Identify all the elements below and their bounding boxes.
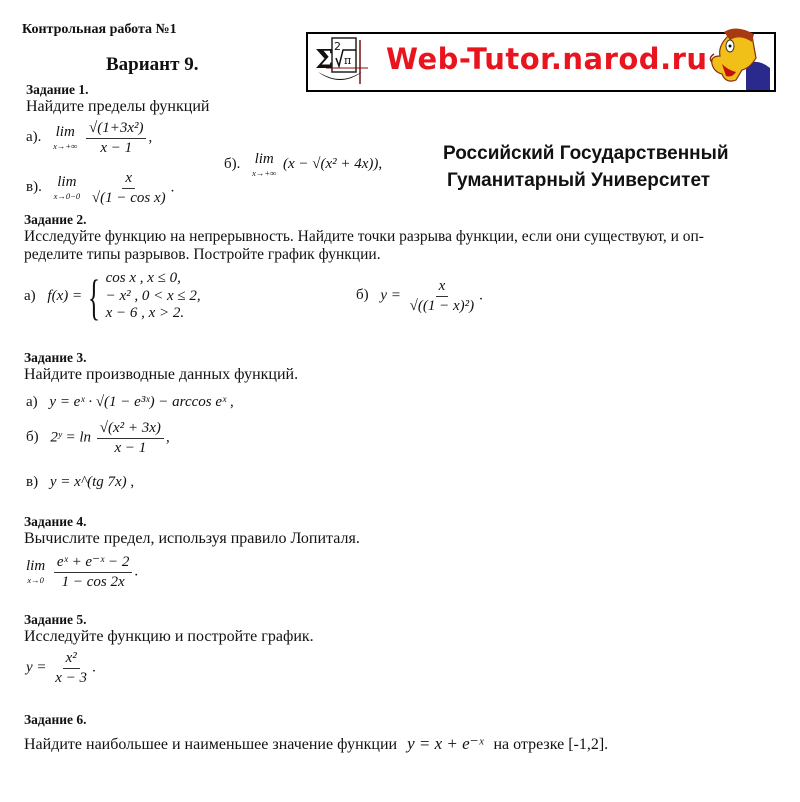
item-label: в)	[26, 474, 39, 490]
svg-text:Σ: Σ	[315, 45, 334, 75]
fraction: $\frac{\text{√(1+3x²)}}{x - 1}$	[86, 120, 147, 156]
item-label: б)	[26, 429, 39, 446]
task-6-heading: Задание 6.	[24, 712, 87, 727]
task-2-text-line-1: Исследуйте функцию на непрерывность. Найдите точки разрыва функции, если они существуют, и оп-	[24, 228, 704, 245]
sigma-root-pi-logo-icon	[312, 36, 370, 86]
task-1-item-c: в). lim x→0−0 $\frac{x}{\text{√(1 − cos x)}}$ .	[26, 170, 175, 206]
item-label: б).	[224, 156, 241, 173]
task-6-formula: y = x + e⁻ˣ	[407, 734, 484, 753]
task-2-text-line-2: ределите типы разрывов. Постройте график функции.	[24, 246, 381, 263]
task-1-item-b: б). lim x→+∞ (x − √(x² + 4x)),	[224, 151, 383, 178]
task-4-text: Вычислите предел, используя правило Лопиталя.	[24, 530, 360, 547]
piecewise-cases: cos x , x ≤ 0, − x² , 0 < x ≤ 2, x − 6 , x > 2.	[105, 270, 201, 322]
task-5-heading: Задание 5.	[24, 612, 87, 627]
task-4-item: lim x→0 $\frac{\text{eˣ + e⁻ˣ − 2}}{1 - \cos 2x}$ .	[26, 554, 139, 590]
item-label: б)	[356, 287, 369, 304]
task-4-heading: Задание 4.	[24, 514, 87, 529]
task-2-item-b: б) y = $\frac{x}{\text{√((1 − x)²)}}$ .	[356, 278, 483, 314]
task-3-item-b: б) 2ʸ = ln $\frac{\text{√(x² + 3x)}}{x - 1}$ ,	[26, 420, 170, 456]
fraction: $\frac{\text{x²}}{x - 3}$	[55, 650, 88, 686]
task-2-heading: Задание 2.	[24, 212, 87, 227]
limit-operator: lim x→+∞	[53, 124, 78, 152]
university-line-1: Российский Государственный	[443, 143, 729, 164]
derivative-expression: y = x^(tg 7x)	[49, 474, 127, 490]
fraction: $\frac{x}{\text{√((1 − x)²)}}$	[409, 278, 475, 314]
screaming-man-mascot-icon	[706, 28, 772, 90]
brace-glyph: {	[87, 268, 100, 325]
item-label: а)	[24, 287, 36, 304]
task-1-item-a: а). lim x→+∞ $\frac{\text{√(1+3x²)}}{x - 1}$ ,	[26, 120, 153, 156]
derivative-expression: y = eˣ · √(1 − e³ˣ) − arccos eˣ	[49, 394, 227, 410]
site-banner[interactable]	[306, 32, 776, 92]
svg-text:π: π	[344, 54, 352, 67]
svg-text:2: 2	[334, 40, 341, 53]
university-line-2: Гуманитарный Университет	[447, 170, 711, 191]
variant-title: Вариант 9.	[106, 54, 199, 75]
item-label: в).	[26, 179, 42, 196]
limit-operator: lim x→0−0	[53, 174, 81, 202]
task-5-text: Исследуйте функцию и постройте график.	[24, 628, 314, 645]
item-label: а)	[26, 394, 38, 410]
site-name[interactable]: Web-Tutor.narod.ru	[386, 42, 708, 76]
fraction: $\frac{x}{\text{√(1 − cos x)}}$	[91, 170, 166, 206]
task-2-item-a	[24, 270, 201, 323]
document-title: Контрольная работа №1	[22, 22, 177, 37]
function-lhs: 2ʸ = ln	[50, 429, 92, 446]
limit-expression: (x − √(x² + 4x))	[282, 156, 379, 173]
item-label: а).	[26, 129, 42, 146]
fraction: $\frac{\text{√(x² + 3x)}}{x - 1}$	[97, 420, 164, 456]
task-1-text: Найдите пределы функций	[26, 98, 210, 115]
limit-operator: lim x→0	[26, 558, 46, 586]
task-1-heading: Задание 1.	[26, 82, 89, 97]
task-3-heading: Задание 3.	[24, 350, 87, 365]
fraction: $\frac{\text{eˣ + e⁻ˣ − 2}}{1 - \cos 2x}$	[54, 554, 132, 590]
limit-operator: lim x→+∞	[252, 151, 277, 178]
function-lhs: y =	[26, 659, 47, 676]
task-5-item: y = $\frac{\text{x²}}{x - 3}$ .	[26, 650, 96, 686]
function-lhs: f(x) =	[47, 287, 83, 304]
task-6-text: Найдите наибольшее и наименьшее значение функции y = x + e⁻ˣ на отрезке [-1,2].	[24, 734, 609, 753]
function-lhs: y =	[380, 287, 401, 304]
task-3-item-c: в) y = x^(tg 7x) ,	[26, 474, 135, 490]
task-3-item-a: а) y = eˣ · √(1 − e³ˣ) − arccos eˣ ,	[26, 394, 234, 410]
task-3-text: Найдите производные данных функций.	[24, 366, 299, 383]
